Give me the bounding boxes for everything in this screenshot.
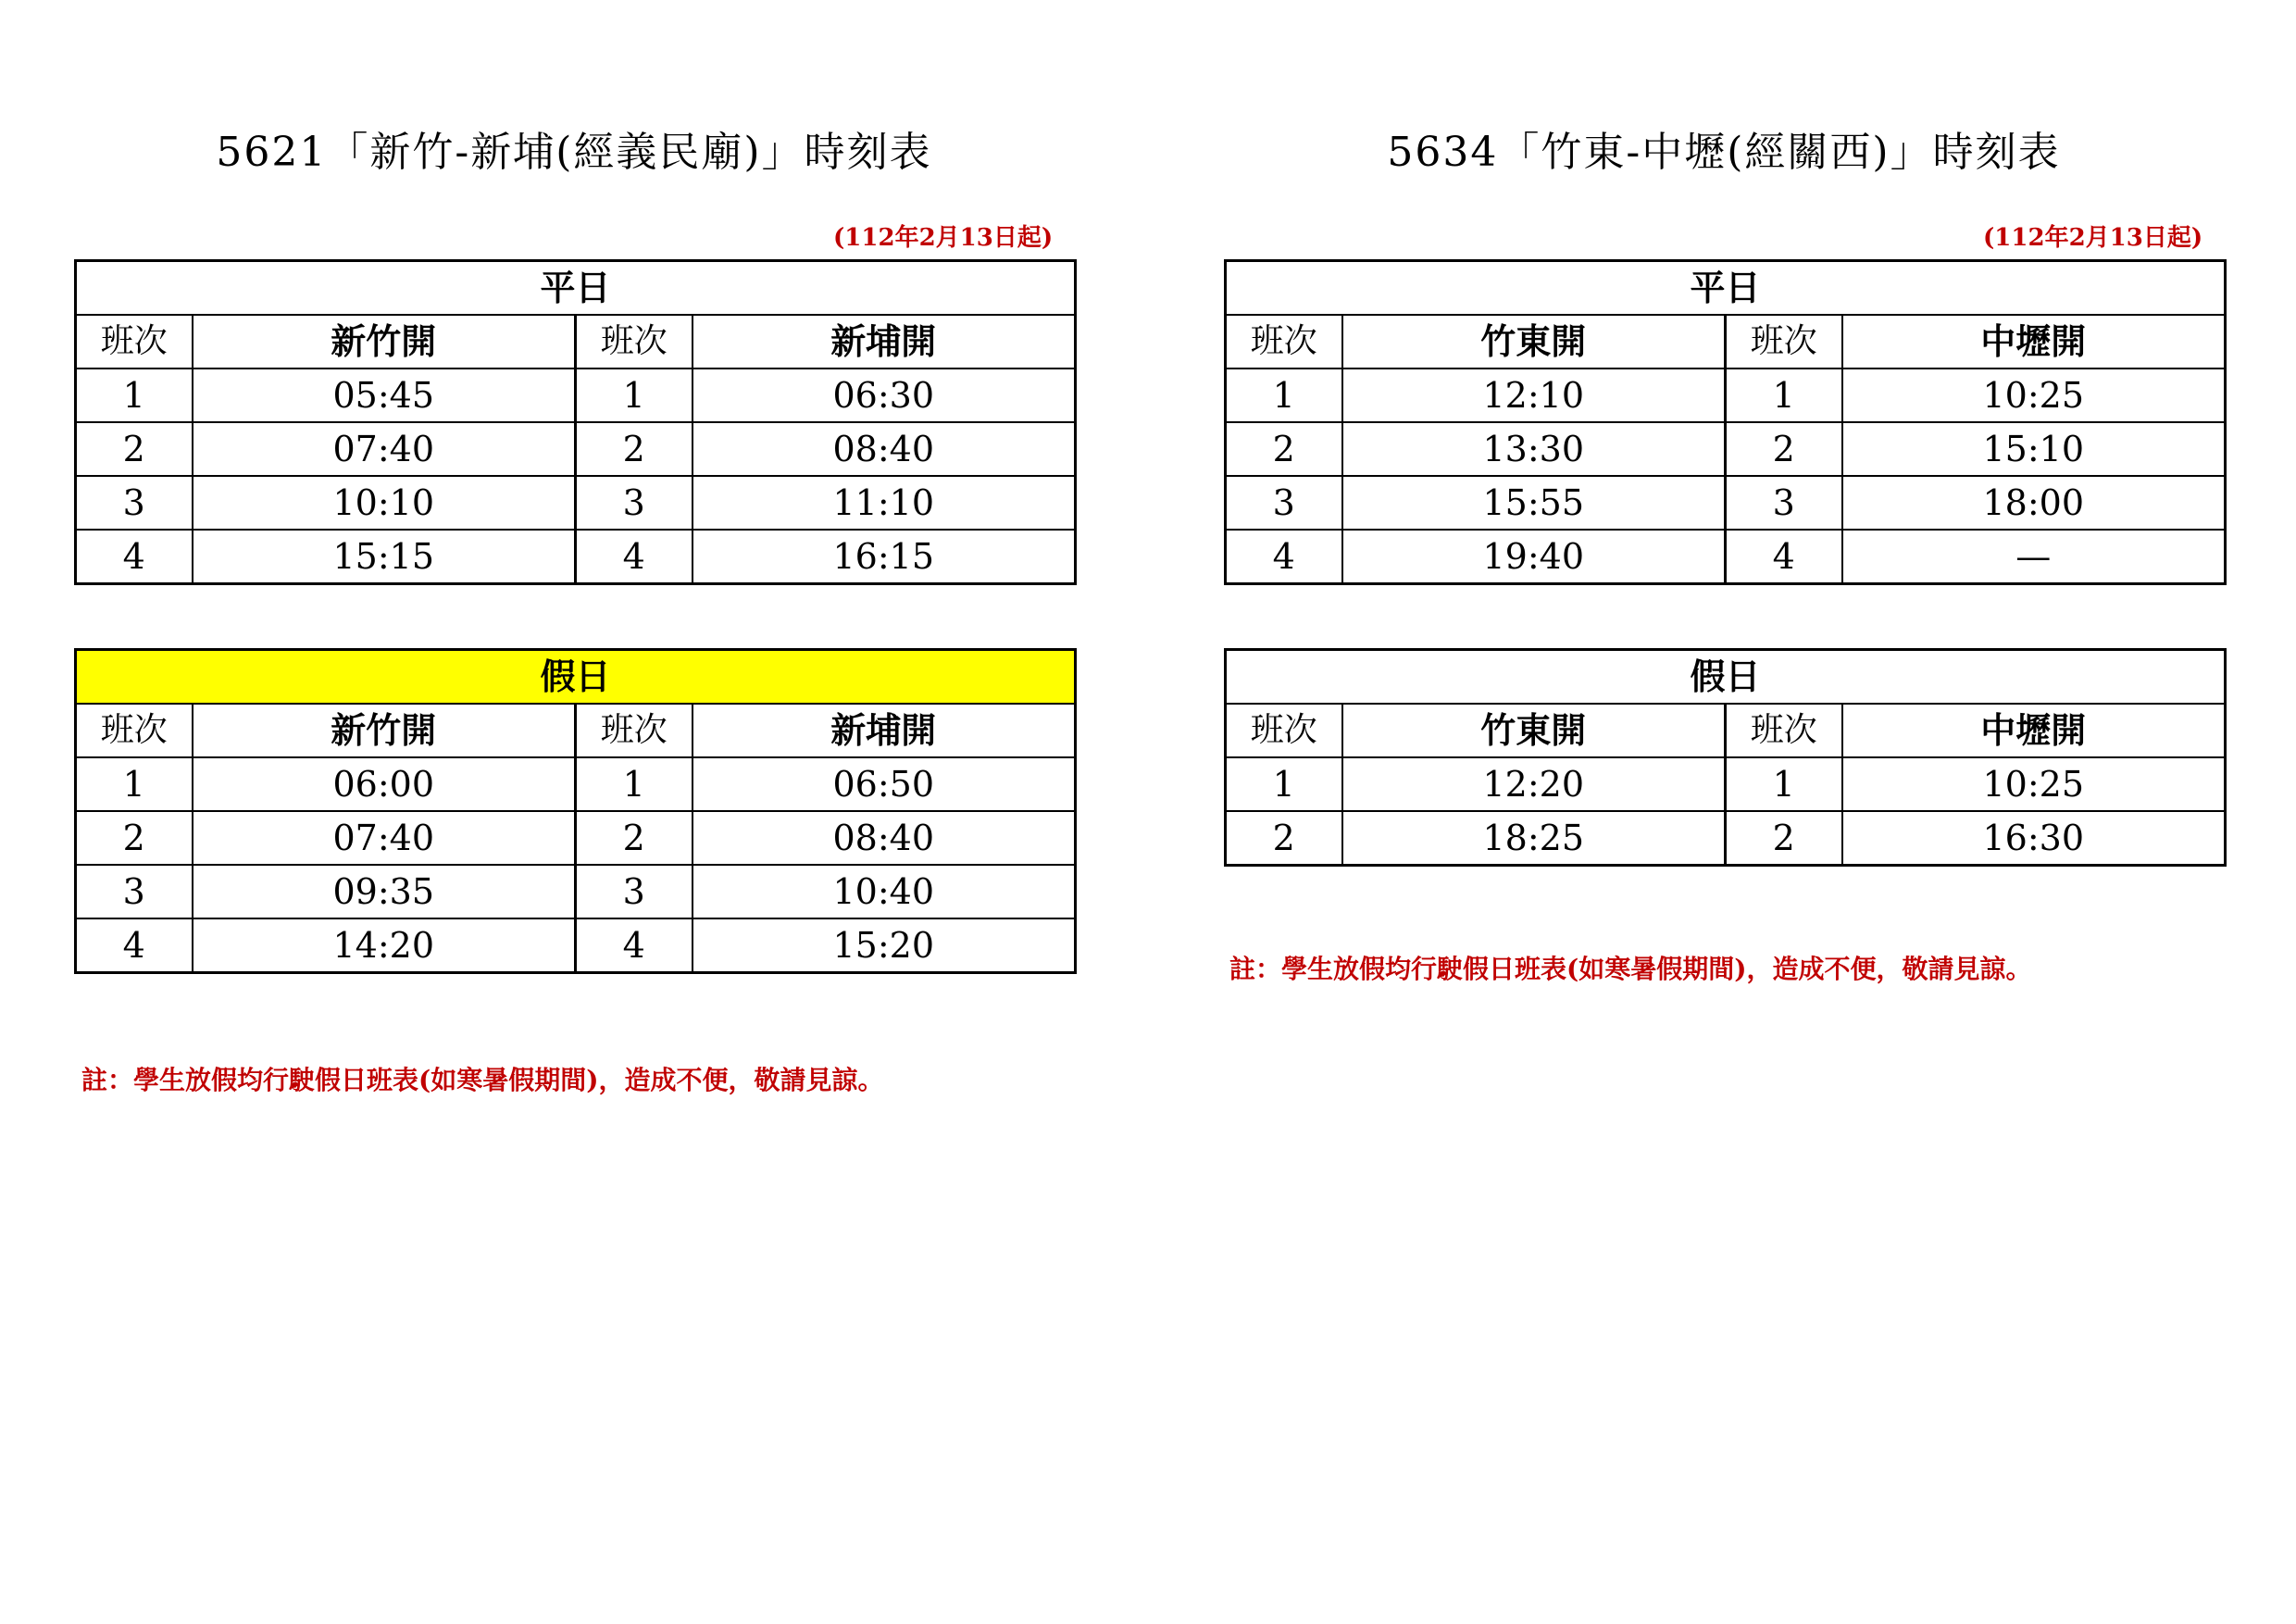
header-row [1226, 704, 2226, 757]
cell: 4 [576, 530, 693, 584]
col-header: 班次 [1726, 315, 1842, 369]
col-header: 班次 [76, 704, 193, 757]
cell: 3 [1726, 476, 1842, 530]
col-header: 新埔開 [693, 704, 1076, 757]
cell: 10:10 [193, 476, 576, 530]
table-row [1226, 757, 2226, 811]
cell: 2 [1226, 811, 1342, 866]
cell: 4 [76, 530, 193, 584]
col-header: 班次 [1726, 704, 1842, 757]
header-row [76, 315, 1076, 369]
table-row [76, 811, 1076, 865]
col-header: 新埔開 [693, 315, 1076, 369]
table-row [1226, 422, 2226, 476]
cell: 15:15 [193, 530, 576, 584]
cell: 1 [76, 369, 193, 422]
cell: 3 [576, 865, 693, 918]
cell: 3 [76, 476, 193, 530]
cell: 12:10 [1342, 369, 1726, 422]
table-row [1226, 369, 2226, 422]
cell: 1 [1726, 757, 1842, 811]
cell: 2 [576, 811, 693, 865]
table-row [1226, 811, 2226, 866]
right-effective-date: (112年2月13日起) [1983, 224, 2203, 252]
cell: 18:00 [1842, 476, 2226, 530]
table-row [76, 422, 1076, 476]
table-row [76, 476, 1076, 530]
cell: 14:20 [193, 918, 576, 973]
cell: 10:25 [1842, 757, 2226, 811]
cell: 4 [576, 918, 693, 973]
cell: 07:40 [193, 811, 576, 865]
cell: 05:45 [193, 369, 576, 422]
header-row [1226, 315, 2226, 369]
cell: 15:20 [693, 918, 1076, 973]
section-label: 平日 [1226, 261, 2226, 316]
cell: 12:20 [1342, 757, 1726, 811]
right-title: 5634「竹東-中壢(經關西)」時刻表 [1387, 129, 2061, 176]
table-row [76, 918, 1076, 973]
cell: 4 [1726, 530, 1842, 584]
cell: 1 [576, 757, 693, 811]
cell: 06:30 [693, 369, 1076, 422]
right-weekday-table [1224, 259, 2227, 585]
left-effective-date: (112年2月13日起) [833, 224, 1054, 252]
right-holiday-table [1224, 648, 2227, 867]
col-header: 班次 [1226, 704, 1342, 757]
section-label: 假日 [76, 650, 1076, 705]
table-row [1226, 530, 2226, 584]
section-label: 假日 [1226, 650, 2226, 705]
cell: 09:35 [193, 865, 576, 918]
section-label: 平日 [76, 261, 1076, 316]
table-row [76, 369, 1076, 422]
cell: 2 [76, 422, 193, 476]
table-row [76, 530, 1076, 584]
cell: 1 [576, 369, 693, 422]
cell: 1 [76, 757, 193, 811]
col-header: 班次 [576, 315, 693, 369]
cell: 07:40 [193, 422, 576, 476]
left-holiday-table [74, 648, 1077, 974]
cell: 10:25 [1842, 369, 2226, 422]
table-row [76, 865, 1076, 918]
cell: 11:10 [693, 476, 1076, 530]
cell: 16:15 [693, 530, 1076, 584]
cell: 1 [1226, 369, 1342, 422]
cell: 19:40 [1342, 530, 1726, 584]
cell: 2 [1226, 422, 1342, 476]
cell: 2 [1726, 811, 1842, 866]
col-header: 新竹開 [193, 315, 576, 369]
col-header: 班次 [1226, 315, 1342, 369]
cell: 13:30 [1342, 422, 1726, 476]
cell: 10:40 [693, 865, 1076, 918]
col-header: 竹東開 [1342, 704, 1726, 757]
left-weekday-table [74, 259, 1077, 585]
cell: 06:00 [193, 757, 576, 811]
cell: 06:50 [693, 757, 1076, 811]
col-header: 中壢開 [1842, 704, 2226, 757]
cell: 15:10 [1842, 422, 2226, 476]
col-header: 中壢開 [1842, 315, 2226, 369]
cell: 15:55 [1342, 476, 1726, 530]
right-note: 註：學生放假均行駛假日班表(如寒暑假期間)，造成不便，敬請見諒。 [1229, 954, 2032, 984]
table-row [76, 757, 1076, 811]
left-note: 註：學生放假均行駛假日班表(如寒暑假期間)，造成不便，敬請見諒。 [81, 1065, 884, 1095]
cell: 2 [76, 811, 193, 865]
cell: 08:40 [693, 422, 1076, 476]
header-row [76, 704, 1076, 757]
cell: 4 [76, 918, 193, 973]
col-header: 新竹開 [193, 704, 576, 757]
left-title: 5621「新竹-新埔(經義民廟)」時刻表 [216, 129, 932, 176]
cell: 3 [576, 476, 693, 530]
table-row [1226, 476, 2226, 530]
cell: 3 [76, 865, 193, 918]
cell: 2 [1726, 422, 1842, 476]
cell: 16:30 [1842, 811, 2226, 866]
cell: 4 [1226, 530, 1342, 584]
cell: 2 [576, 422, 693, 476]
cell: 3 [1226, 476, 1342, 530]
col-header: 班次 [76, 315, 193, 369]
col-header: 竹東開 [1342, 315, 1726, 369]
cell: 18:25 [1342, 811, 1726, 866]
cell: — [1842, 530, 2226, 584]
cell: 1 [1226, 757, 1342, 811]
cell: 08:40 [693, 811, 1076, 865]
cell: 1 [1726, 369, 1842, 422]
col-header: 班次 [576, 704, 693, 757]
